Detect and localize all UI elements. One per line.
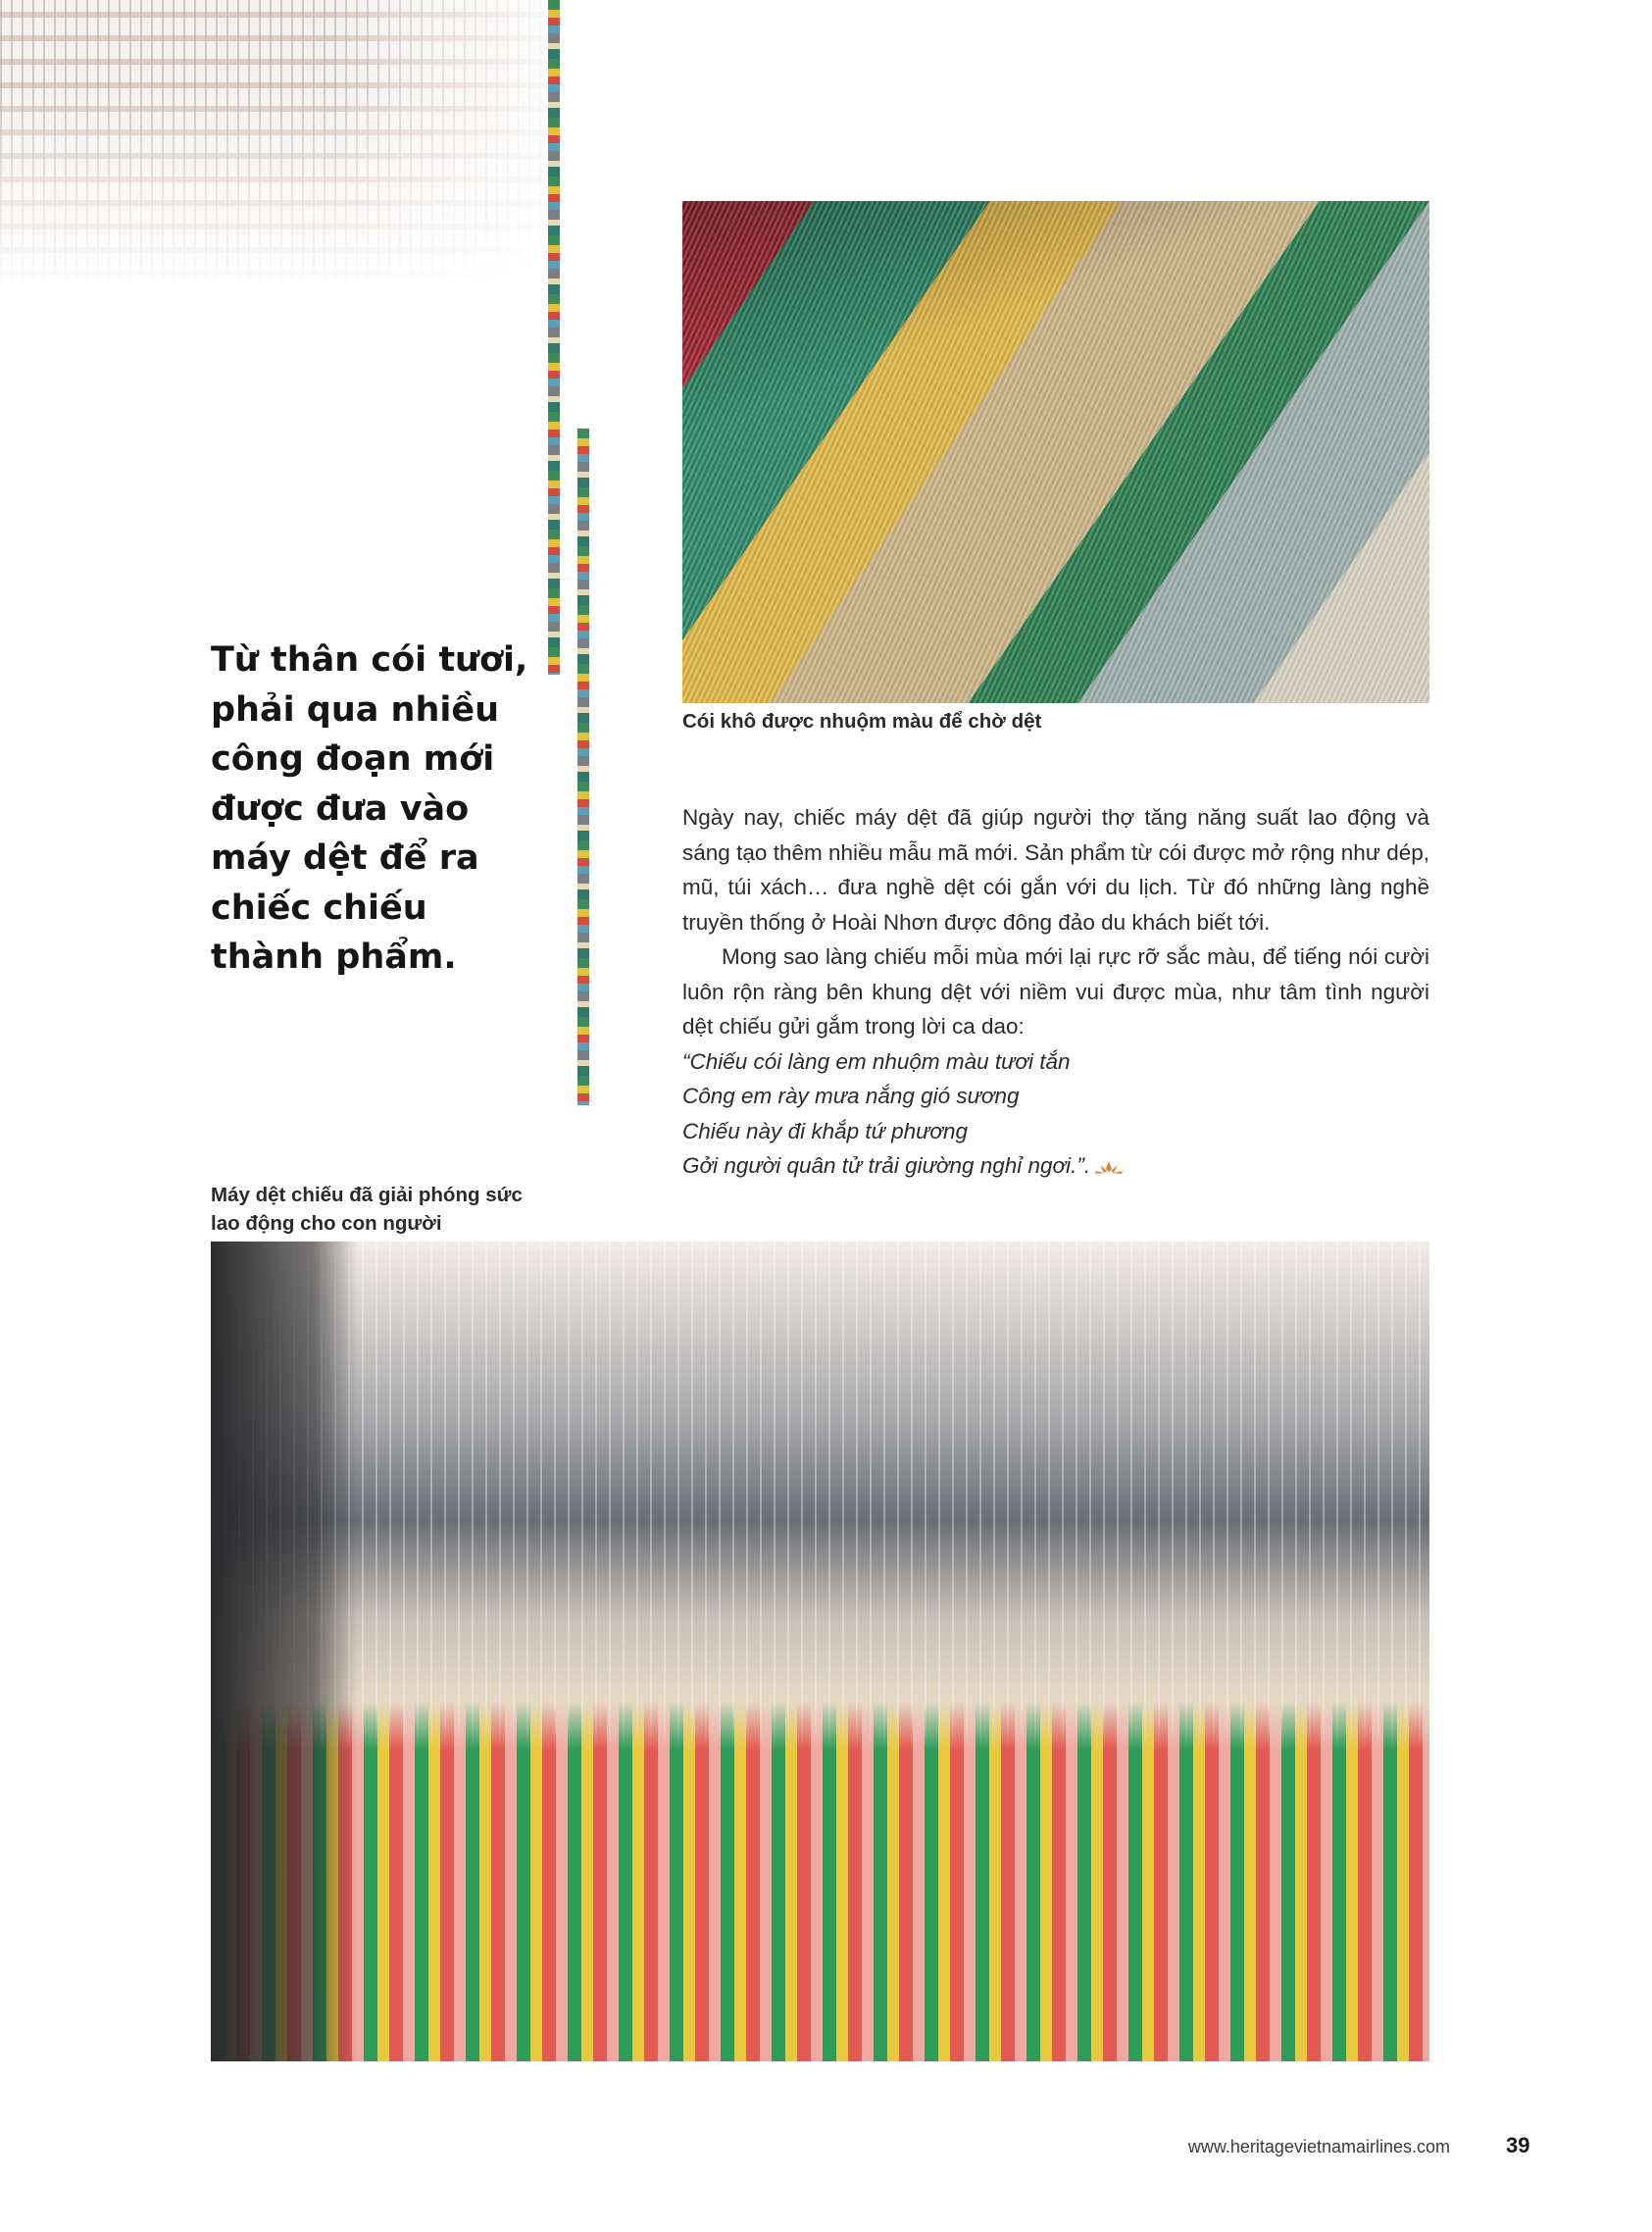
- dyed-rush-caption: Cói khô được nhuộm màu để chờ dệt: [682, 710, 1042, 733]
- verse-line: Công em rày mưa nắng gió sương: [682, 1084, 1020, 1108]
- verse-line: Gởi người quân tử trải giường nghỉ ngơi.”.: [682, 1153, 1091, 1178]
- page-number: 39: [1506, 2133, 1530, 2157]
- loom-background-image: [0, 0, 549, 294]
- footer-website-link[interactable]: www.heritagevietnamairlines.com: [1187, 2137, 1450, 2156]
- pull-quote: Từ thân cói tươi, phải qua nhiều công đoạn mới được đưa vào máy dệt để ra chiếc chiếu thành phẩm.: [211, 640, 528, 977]
- dyed-rush-photo: [682, 201, 1429, 703]
- woven-strip-decoration: [577, 429, 589, 1105]
- article-body: [682, 800, 1429, 1184]
- loom-caption: Máy dệt chiếu đã giải phóng sức lao động cho con người: [211, 1184, 523, 1235]
- body-paragraph: Mong sao làng chiếu mỗi mùa mới lại rực rỡ sắc màu, để tiếng nói cười luôn rộn ràng bên khung dệt với niềm vui được mùa, như tâm tình người dệt chiếu gửi gắm trong lời ca dao:: [682, 944, 1429, 1039]
- lotus-end-mark-icon: [1094, 1159, 1124, 1175]
- weaving-loom-photo: [211, 1242, 1429, 2061]
- body-paragraph: Ngày nay, chiếc máy dệt đã giúp người thợ tăng năng suất lao động và sáng tạo thêm nhiều mẫu mã mới. Sản phẩm từ cói được mở rộng như dép, mũ, túi xách… đưa nghề dệt cói gắn với du lịch. Từ đó những làng nghề truyền thống ở Hoài Nhơn được đông đảo du khách biết tới.: [682, 805, 1429, 935]
- verse-line: “Chiếu cói làng em nhuộm màu tươi tắn: [682, 1048, 1071, 1074]
- verse-line-last: [682, 1148, 1429, 1184]
- woven-strip-decoration: [548, 0, 560, 675]
- verse-line: Chiếu này đi khắp tứ phương: [682, 1118, 969, 1143]
